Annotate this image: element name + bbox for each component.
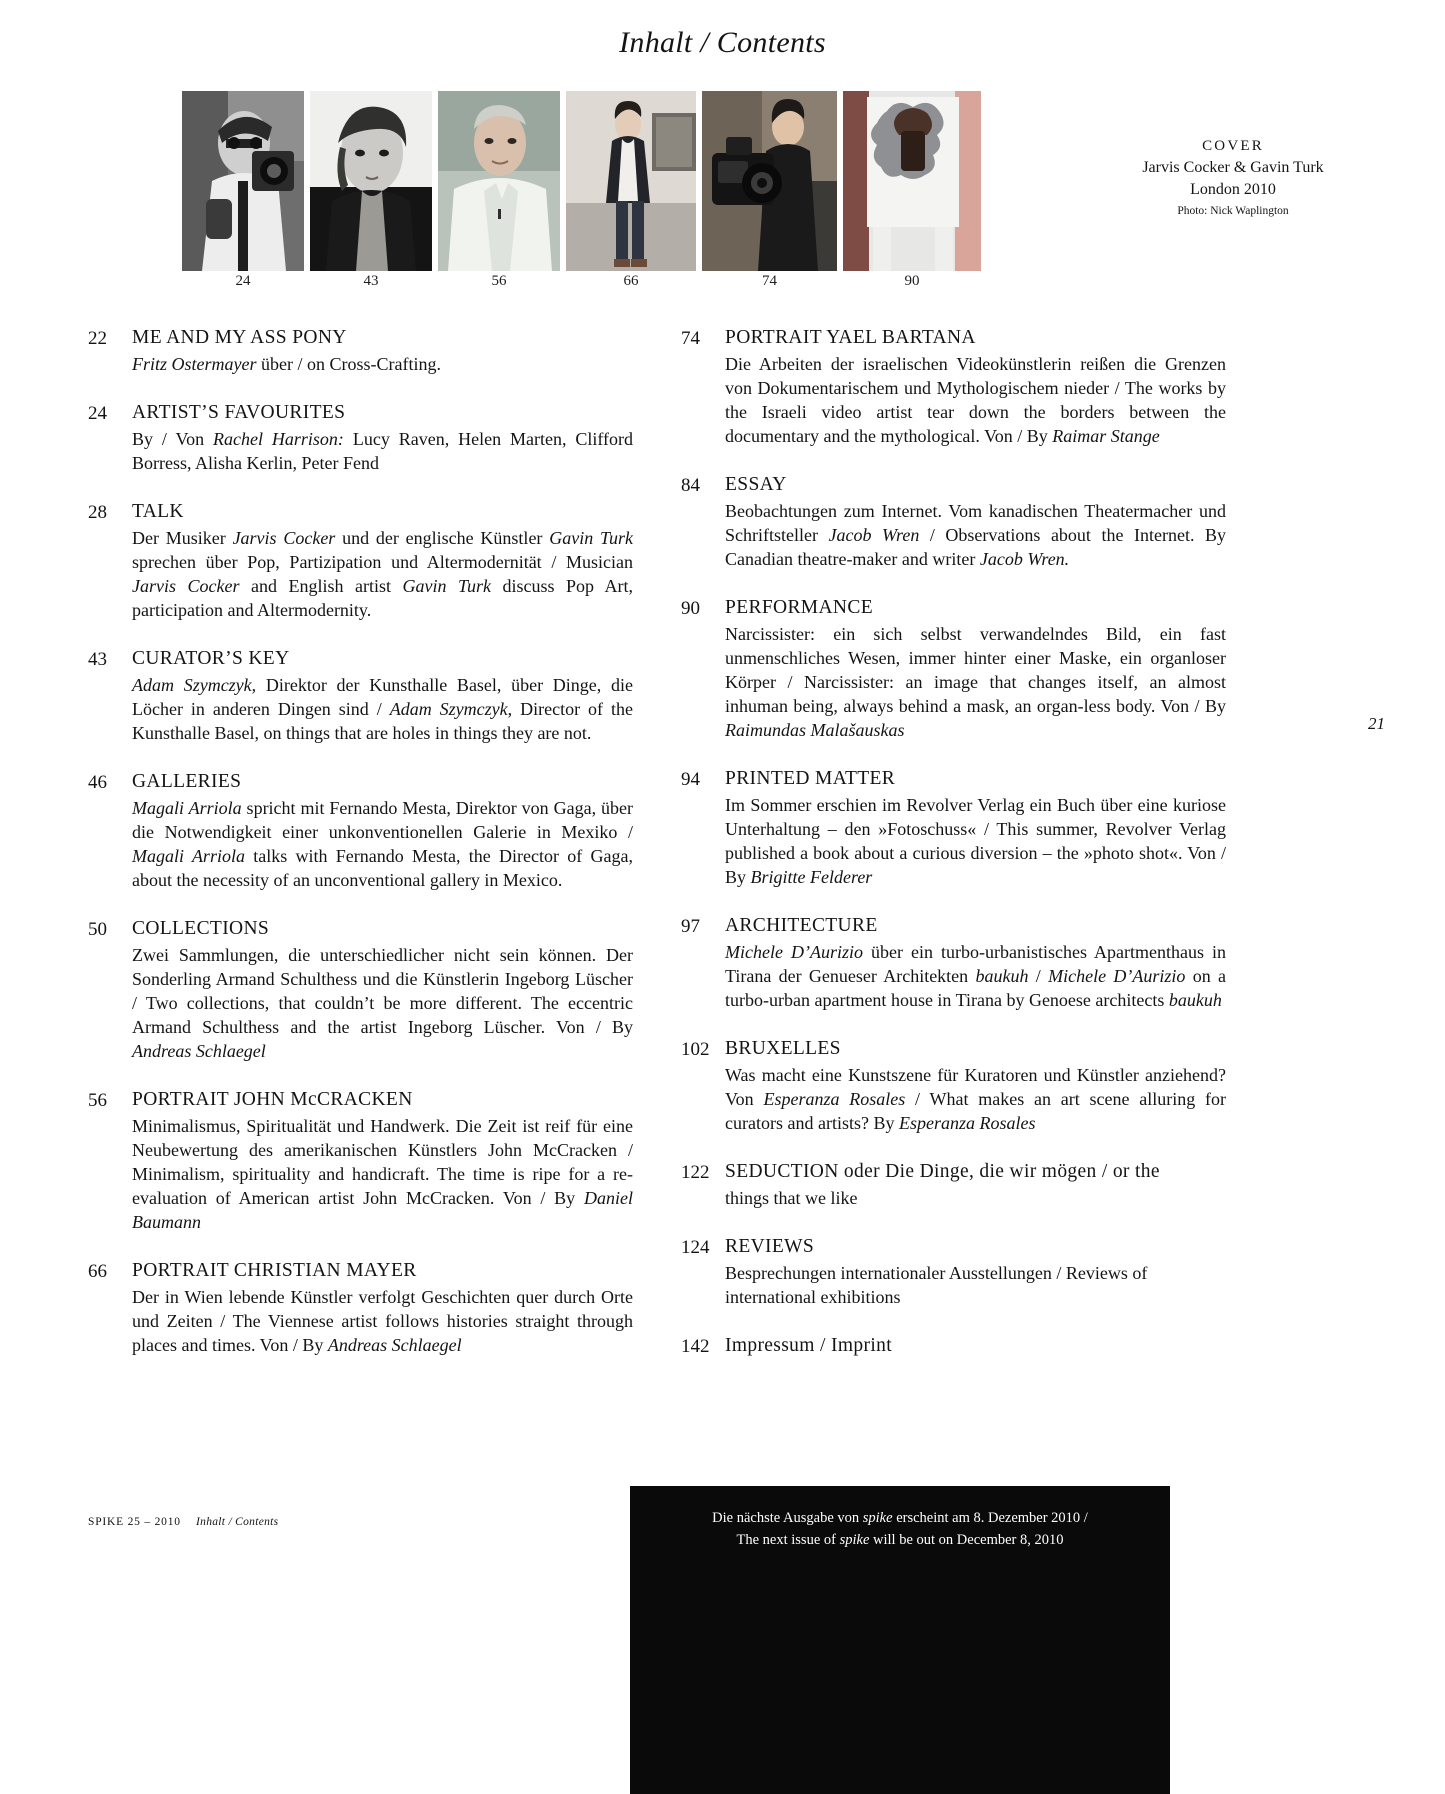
contents-entry-page: 28 [88, 501, 107, 523]
contents-entry-description: Fritz Ostermayer über / on Cross-Crafting. [132, 353, 441, 374]
contents-entry[interactable] [88, 1088, 633, 1234]
contents-entry-body [132, 647, 633, 745]
footer-section: Inhalt / Contents [196, 1516, 279, 1528]
thumbnail-image-24 [182, 91, 304, 271]
contents-entry-body [132, 1088, 633, 1234]
contents-entry-title: ESSAY [725, 474, 787, 496]
contents-entry-title: PRINTED MATTER [725, 768, 896, 790]
contents-entry-body [725, 1235, 1226, 1309]
contents-entry[interactable] [681, 1334, 1226, 1359]
contents-entry[interactable] [88, 500, 633, 622]
contents-entry-title: ARCHITECTURE [725, 915, 878, 937]
cover-place-year: London 2010 [1190, 180, 1276, 198]
thumbnail-image-56 [438, 91, 560, 271]
folio-page-number: 21 [1368, 714, 1385, 733]
contents-entry-title: ME AND MY ASS PONY [132, 327, 347, 348]
contents-entry-page: 24 [88, 402, 107, 424]
contents-entry-page: 102 [681, 1039, 710, 1061]
contents-entry[interactable] [681, 326, 1226, 448]
contents-entry-body [725, 914, 1226, 1012]
thumbnail-image-66 [566, 91, 696, 271]
thumbnail-page-number: 56 [491, 273, 507, 289]
contents-entry-description: Was macht eine Kunstszene für Kuratoren und Künstler anziehend? Von Esperanza Rosales / What makes an art scene alluring for curators and artists? By Esperanza Rosales [725, 1065, 1227, 1134]
contents-entry[interactable] [88, 401, 633, 475]
thumbnail-page-number: 43 [363, 273, 379, 289]
contents-entry-body [132, 500, 633, 622]
thumbnail-strip [182, 91, 999, 271]
contents-entry-page: 94 [681, 769, 700, 791]
contents-entry-description: By / Von Rachel Harrison: Lucy Raven, Helen Marten, Clifford Borress, Alisha Kerlin, Peter Fend [132, 428, 633, 473]
contents-entry-description: Minimalismus, Spiritualität und Handwerk. Die Zeit ist reif für eine Neubewertung des amerikanischen Künstlers John McCracken / Minimalism, spirituality and handicraft. The time is ripe for a re-evaluation of American artist John McCracken. Von / By Daniel Baumann [132, 1115, 633, 1233]
contents-entry-page: 46 [88, 771, 107, 793]
contents-entry-title: Impressum / Imprint [725, 1335, 892, 1357]
contents-entry-page: 97 [681, 916, 700, 938]
contents-entry-description: things that we like [725, 1188, 858, 1209]
contents-entry-title: REVIEWS [725, 1236, 815, 1258]
contents-entry-page: 66 [88, 1261, 107, 1283]
page-title: Inhalt / Contents [619, 26, 826, 59]
contents-entry-body [132, 326, 633, 376]
contents-entry-page: 84 [681, 475, 700, 497]
contents-entry[interactable] [88, 770, 633, 892]
footer-left [88, 1516, 278, 1528]
contents-entry[interactable] [88, 917, 633, 1063]
thumbnail-image-74 [702, 91, 837, 271]
contents-entry-description: Adam Szymczyk, Direktor der Kunsthalle Basel, über Dinge, die Löcher in anderen Dingen sind / Adam Szymczyk, Director of the Kunsthalle Basel, on things that are holes in things they are not. [132, 674, 634, 743]
next-issue-notice-en: The next issue of spike will be out on December 8, 2010 [736, 1531, 1064, 1548]
contents-entry-title: SEDUCTION oder Die Dinge, die wir mögen / or the [725, 1161, 1160, 1183]
contents-entry[interactable] [88, 1259, 633, 1357]
contents-entry[interactable] [681, 767, 1226, 889]
contents-entry[interactable] [88, 326, 633, 376]
contents-entry-title: PORTRAIT JOHN McCRACKEN [132, 1089, 413, 1111]
contents-entry-title: PERFORMANCE [725, 597, 873, 619]
contents-entry-title: PORTRAIT CHRISTIAN MAYER [132, 1260, 417, 1282]
contents-entry-description: Der in Wien lebende Künstler verfolgt Geschichten quer durch Orte und Zeiten / The Viennese artist follows histories straight through places and times. Von / By Andreas Schlaegel [132, 1287, 633, 1356]
contents-entry-title: ARTIST’S FAVOURITES [132, 401, 346, 423]
contents-entry-body [132, 917, 633, 1063]
cover-artists: Jarvis Cocker & Gavin Turk [1142, 158, 1324, 176]
contents-entry-title: GALLERIES [132, 770, 242, 792]
contents-entry-description: Besprechungen internationaler Ausstellungen / Reviews of international exhibitions [725, 1262, 1148, 1307]
contents-entry-title: PORTRAIT YAEL BARTANA [725, 327, 976, 348]
contents-entry-description: Beobachtungen zum Internet. Vom kanadischen Theatermacher und Schriftsteller Jacob Wren / Observations about the Internet. By Canadian theatre-maker and writer Jacob Wren. [725, 500, 1226, 569]
contents-entry-body [132, 770, 633, 892]
contents-entry-body [725, 1160, 1226, 1210]
contents-entry-page: 74 [681, 328, 700, 349]
contents-entry-description: Michele D’Aurizio über ein turbo-urbanistisches Apartmenthaus in Tirana der Genueser Architekten baukuh / Michele D’Aurizio on a turbo-urban apartment house in Tirana by Genoese architects baukuh [725, 942, 1226, 1011]
contents-entry-description: Narcissister: ein sich selbst verwandelndes Bild, ein fast unmenschliches Wesen, immer hinter einer Maske, ein organloser Körper / Narcissister: an image that changes itself, an almost inhuman being, always behind a mask, an organ-less body. Von / By Raimundas Malašauskas [725, 623, 1226, 741]
contents-entry-title: COLLECTIONS [132, 917, 270, 939]
thumbnail-page-number: 24 [235, 273, 251, 289]
contents-column-right [681, 326, 1226, 1384]
contents-entry-description: Der Musiker Jarvis Cocker und der englische Künstler Gavin Turk sprechen über Pop, Partizipation und Altermodernität / Musician Jarvis Cocker and English artist Gavin Turk discuss Pop Art, participation and Altermodernity. [132, 527, 634, 620]
thumbnail-page-number: 90 [904, 273, 920, 289]
contents-entry-title: CURATOR’S KEY [132, 647, 290, 669]
contents-entry-page: 124 [681, 1237, 710, 1259]
thumbnail-page-numbers [182, 273, 999, 295]
cover-photo-credit: Photo: Nick Waplington [1177, 204, 1289, 217]
thumbnail-image-43 [310, 91, 432, 271]
contents-entry-title: TALK [132, 500, 184, 522]
contents-entry-page: 50 [88, 918, 107, 940]
contents-entry-body [725, 473, 1226, 571]
thumbnail-page-number: 74 [762, 273, 777, 289]
contents-entry[interactable] [681, 1160, 1226, 1210]
cover-label: COVER [1202, 138, 1264, 154]
thumbnail-page-number: 66 [623, 273, 639, 289]
contents-entry[interactable] [681, 1235, 1226, 1309]
contents-entry-description: Die Arbeiten der israelischen Videokünstlerin reißen die Grenzen von Dokumentarischem und Mythologischem nieder / The works by the Israeli video artist tear down the borders between the documentary and the mythological. Von / By Raimar Stange [725, 353, 1226, 446]
contents-entry-body [132, 401, 633, 475]
contents-entry[interactable] [88, 647, 633, 745]
contents-entry-body [725, 596, 1226, 742]
contents-entry-page: 56 [88, 1090, 107, 1112]
next-issue-notice-de: Die nächste Ausgabe von spike erscheint am 8. Dezember 2010 / [712, 1510, 1088, 1526]
contents-entry-body [725, 767, 1226, 889]
contents-entry-page: 90 [681, 598, 700, 620]
contents-entry-description: Magali Arriola spricht mit Fernando Mesta, Direktor von Gaga, über die Notwendigkeit einer unkonventionellen Galerie in Mexiko / Magali Arriola talks with Fernando Mesta, the Director of Gaga, about the necessity of an unconventional gallery in Mexico. [132, 797, 634, 890]
contents-entry[interactable] [681, 473, 1226, 571]
contents-entry-page: 43 [88, 648, 107, 670]
contents-entry[interactable] [681, 596, 1226, 742]
contents-columns [0, 326, 1445, 1384]
contents-entry-body [725, 1334, 1226, 1359]
contents-entry-body [725, 326, 1226, 448]
contents-entry-description: Im Sommer erschien im Revolver Verlag ein Buch über eine kuriose Unterhaltung – den »Fotoschuss« / This summer, Revolver Verlag published a book about a curious diversion – the »photo shot«. Von / By Brigitte Felderer [725, 795, 1226, 888]
cover-credit-block [1103, 136, 1363, 220]
contents-entry-body [725, 1037, 1226, 1135]
contents-entry-description: Zwei Sammlungen, die unterschiedlicher nicht sein können. Der Sonderling Armand Schulthess und die Künstlerin Ingeborg Lüscher / Two collections, that couldn’t be more different. The eccentric Armand Schulthess and the artist Ingeborg Lüscher. Von / By Andreas Schlaegel [132, 944, 633, 1061]
footer-issue: SPIKE 25 – 2010 [88, 1516, 181, 1528]
contents-entry-page: 142 [681, 1336, 710, 1358]
contents-entry-body [132, 1259, 633, 1357]
contents-entry-page: 122 [681, 1162, 710, 1184]
contents-entry[interactable] [681, 914, 1226, 1012]
contents-entry-page: 22 [88, 328, 107, 349]
next-issue-notice [630, 1486, 1170, 1794]
contents-entry[interactable] [681, 1037, 1226, 1135]
thumbnail-image-90 [843, 91, 981, 271]
contents-entry-title: BRUXELLES [725, 1038, 841, 1060]
contents-column-left [88, 326, 633, 1384]
